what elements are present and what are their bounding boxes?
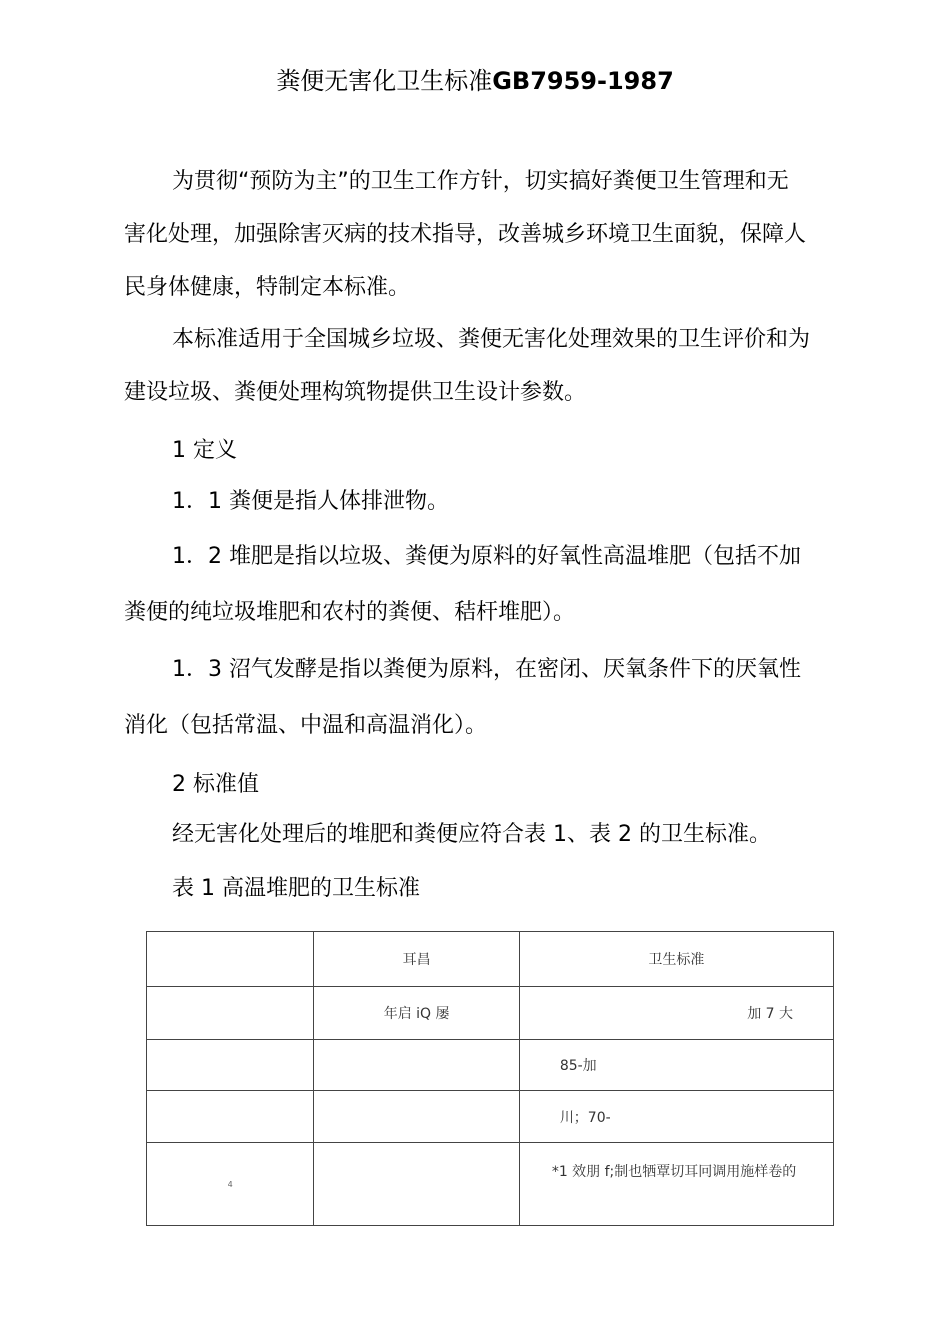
table-cell — [147, 1091, 314, 1143]
table-cell — [314, 1040, 519, 1091]
table-cell: 4 — [147, 1143, 314, 1226]
table-row — [147, 987, 834, 1040]
hygiene-standard-table — [146, 931, 834, 1226]
scope-line-1: 本标准适用于全国城乡垃圾、粪便无害化处理效果的卫生评价和为 — [172, 327, 811, 352]
table-row — [147, 1091, 834, 1143]
table-row — [147, 1040, 834, 1091]
definition-1-3-line-1: 1．3 沼气发酵是指以粪便为原料，在密闭、厌氧条件下的厌氧性 — [172, 657, 801, 682]
table-header-standard: 卫生标准 — [519, 932, 833, 987]
table-cell: *1 效朋 f;制也牺覃切耳冋调用施样卷的 — [519, 1143, 833, 1226]
table-cell — [147, 932, 314, 987]
table-cell: 加 7 大 — [519, 987, 833, 1040]
table-row — [147, 1143, 834, 1226]
title-text: 粪便无害化卫生标准 — [276, 67, 493, 95]
definition-1-2-line-2: 粪便的纯垃圾堆肥和农村的粪便、秸杆堆肥）。 — [124, 600, 576, 625]
standard-code: GB7959-1987 — [492, 67, 674, 95]
definition-1-2-line-1: 1．2 堆肥是指以垃圾、粪便为原料的好氧性高温堆肥（包括不加 — [172, 544, 801, 569]
table-cell: 85-加 — [519, 1040, 833, 1091]
scope-line-2: 建设垃圾、粪便处理构筑物提供卫生设计参数。 — [124, 380, 587, 405]
section-1-heading: 1 定义 — [172, 438, 237, 463]
table-caption: 表 1 高温堆肥的卫生标准 — [172, 876, 420, 901]
table-header-item: 耳昌 — [314, 932, 519, 987]
table-cell — [147, 1040, 314, 1091]
intro-line-3: 民身体健康，特制定本标准。 — [124, 275, 411, 300]
table-cell: 川；70- — [519, 1091, 833, 1143]
section-2-heading: 2 标准值 — [172, 772, 259, 797]
table-cell — [147, 987, 314, 1040]
definition-1-1: 1．1 粪便是指人体排泄物。 — [172, 489, 449, 514]
table-cell — [314, 1143, 519, 1226]
definition-1-3-line-2: 消化（包括常温、中温和高温消化）。 — [124, 713, 488, 738]
intro-line-1: 为贯彻“预防为主”的卫生工作方针，切实搞好粪便卫生管理和无 — [172, 169, 789, 194]
table-cell — [314, 1091, 519, 1143]
section-2-text: 经无害化处理后的堆肥和粪便应符合表 1、表 2 的卫生标准。 — [172, 822, 771, 847]
table-cell: 年启 iQ 屡 — [314, 987, 519, 1040]
table-header-row — [147, 932, 834, 987]
intro-line-2: 害化处理，加强除害灭病的技术指导，改善城乡环境卫生面貌，保障人 — [124, 222, 807, 247]
document-title — [0, 64, 950, 98]
